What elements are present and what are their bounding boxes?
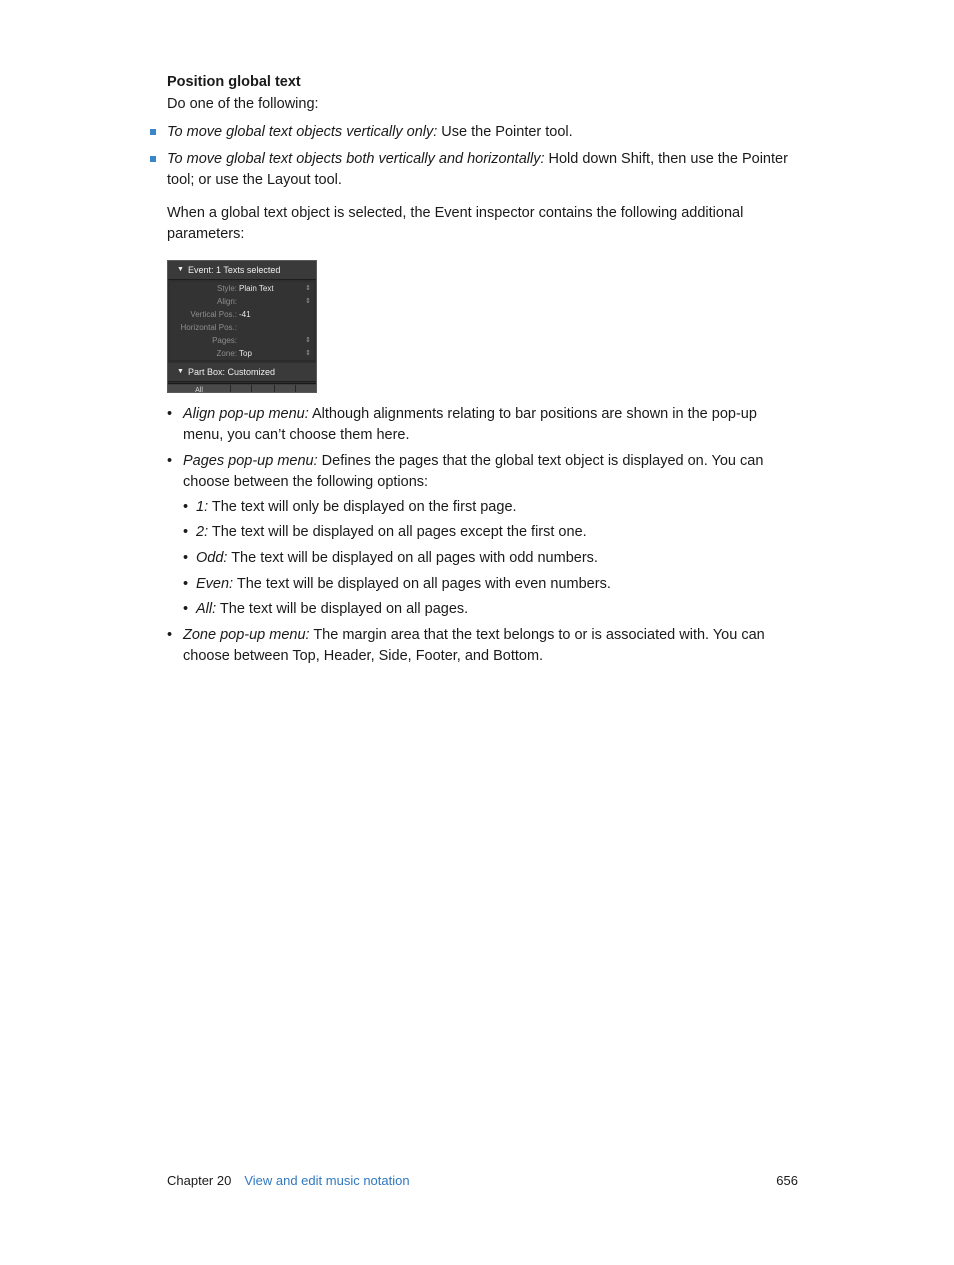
row-label: Vertical Pos.: bbox=[190, 310, 237, 319]
popup-arrows-icon: ⇕ bbox=[305, 298, 311, 305]
inspector-event-header[interactable] bbox=[168, 261, 316, 280]
description-paragraph: When a global text object is selected, the Event inspector contains the following additional parameters: bbox=[167, 205, 744, 242]
row-label: Align: bbox=[216, 297, 237, 306]
section-heading: Position global text bbox=[167, 74, 301, 90]
chapter-number: Chapter 20 bbox=[167, 1173, 232, 1188]
bullet-icon: • bbox=[167, 406, 173, 422]
page-option-item bbox=[183, 574, 783, 595]
inspector-header-label: Part Box: Customized bbox=[188, 367, 276, 377]
page-number: 656 bbox=[776, 1173, 798, 1188]
option-emphasis: All: bbox=[196, 601, 217, 617]
page-option-item bbox=[183, 497, 783, 518]
row-value: Plain Text bbox=[239, 284, 274, 293]
row-label: Horizontal Pos.: bbox=[180, 323, 237, 332]
option-text: The text will only be displayed on the first page. bbox=[208, 499, 517, 515]
page-option-item bbox=[183, 522, 783, 543]
popup-arrows-icon: ⇕ bbox=[305, 337, 311, 344]
bullet-icon: • bbox=[183, 601, 189, 617]
list-item-align bbox=[167, 404, 787, 446]
inspector-row-pages[interactable] bbox=[170, 334, 314, 348]
row-label: Zone: bbox=[216, 349, 237, 358]
bullet-icon: • bbox=[183, 550, 189, 566]
bullet-icon: • bbox=[183, 499, 189, 515]
inspector-row-align[interactable] bbox=[170, 295, 314, 309]
step-item bbox=[150, 122, 800, 143]
intro-text: Do one of the following: bbox=[167, 96, 319, 112]
partbox-note-icon[interactable] bbox=[296, 385, 317, 393]
option-emphasis: 1: bbox=[196, 499, 209, 515]
event-inspector-screenshot bbox=[167, 260, 317, 393]
item-text: The margin area that the text belongs to or is associated with. You can choose between Top, Header, Side, Footer, and Bottom. bbox=[183, 627, 765, 664]
bullet-icon: • bbox=[183, 576, 189, 592]
page-option-item bbox=[183, 599, 783, 620]
partbox-clef-icon[interactable] bbox=[275, 385, 296, 393]
step-text: Use the Pointer tool. bbox=[437, 124, 573, 140]
square-bullet-icon bbox=[150, 156, 156, 162]
list-item-pages bbox=[167, 451, 787, 493]
item-emphasis: Zone pop-up menu: bbox=[183, 627, 310, 643]
inspector-row-zone[interactable] bbox=[170, 347, 314, 361]
partbox-accent-icon[interactable] bbox=[252, 385, 275, 393]
bullet-icon: • bbox=[167, 453, 173, 469]
item-emphasis: Pages pop-up menu: bbox=[183, 453, 318, 469]
inspector-header-label: Event: 1 Texts selected bbox=[188, 265, 281, 275]
page-option-item bbox=[183, 548, 783, 569]
row-value: -41 bbox=[239, 310, 251, 319]
step-emphasis: To move global text objects vertically only: bbox=[167, 124, 438, 140]
bullet-icon: • bbox=[167, 627, 173, 643]
inspector-row-style[interactable] bbox=[170, 282, 314, 296]
bullet-icon: • bbox=[183, 524, 189, 540]
partbox-all-button[interactable]: All bbox=[168, 385, 231, 393]
option-text: The text will be displayed on all pages. bbox=[216, 601, 469, 617]
option-text: The text will be displayed on all pages with even numbers. bbox=[233, 576, 611, 592]
row-value: Top bbox=[239, 349, 252, 358]
option-text: The text will be displayed on all pages except the first one. bbox=[208, 524, 587, 540]
item-text: Defines the pages that the global text object is displayed on. You can choose between the following options: bbox=[183, 453, 764, 490]
option-emphasis: 2: bbox=[196, 524, 209, 540]
chapter-link[interactable]: View and edit music notation bbox=[244, 1173, 410, 1188]
disclosure-triangle-icon: ▼ bbox=[177, 266, 184, 273]
option-emphasis: Even: bbox=[196, 576, 234, 592]
list-item-zone bbox=[167, 625, 787, 667]
disclosure-triangle-icon: ▼ bbox=[177, 368, 184, 375]
inspector-row-vertical-pos[interactable] bbox=[170, 308, 314, 322]
step-emphasis: To move global text objects both vertically and horizontally: bbox=[167, 151, 545, 167]
square-bullet-icon bbox=[150, 129, 156, 135]
partbox-button-bar bbox=[168, 383, 316, 393]
row-label: Pages: bbox=[212, 336, 237, 345]
partbox-grid-icon[interactable] bbox=[231, 385, 252, 393]
step-item bbox=[150, 149, 800, 191]
step-text: Hold down Shift, then use the Pointer tool; or use the Layout tool. bbox=[167, 151, 788, 188]
item-emphasis: Align pop-up menu: bbox=[183, 406, 309, 422]
inspector-partbox-header[interactable] bbox=[168, 363, 316, 382]
option-emphasis: Odd: bbox=[196, 550, 228, 566]
option-text: The text will be displayed on all pages with odd numbers. bbox=[227, 550, 598, 566]
footer-chapter bbox=[167, 1173, 410, 1188]
popup-arrows-icon: ⇕ bbox=[305, 285, 311, 292]
row-label: Style: bbox=[216, 284, 237, 293]
inspector-row-horizontal-pos[interactable] bbox=[170, 321, 314, 335]
popup-arrows-icon: ⇕ bbox=[305, 350, 311, 357]
item-text: Although alignments relating to bar positions are shown in the pop-up menu, you can’t choose them here. bbox=[183, 406, 757, 443]
